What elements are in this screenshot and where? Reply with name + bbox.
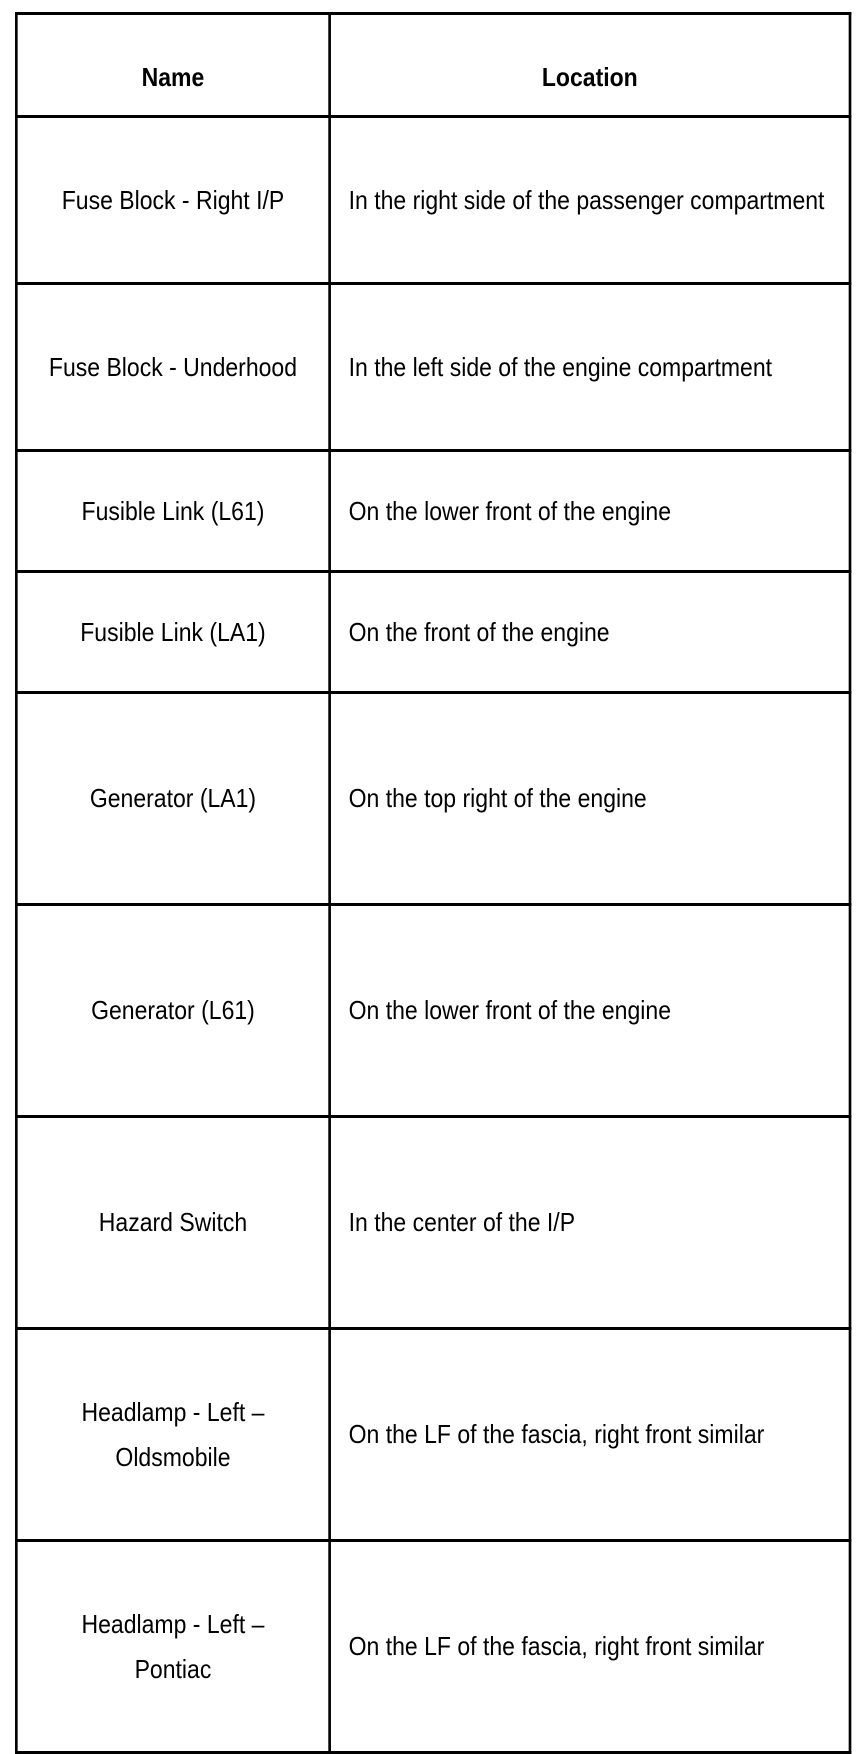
column-header-location: Location [330, 14, 850, 117]
component-location: On the top right of the engine [330, 693, 850, 905]
table-row [16, 693, 850, 905]
component-name: Fusible Link (L61) [16, 451, 329, 572]
component-name: Fuse Block - Underhood [16, 284, 329, 451]
component-location: On the LF of the fascia, right front similar [330, 1329, 850, 1541]
table-row [16, 1329, 850, 1541]
column-header-name: Name [16, 14, 329, 117]
table-row [16, 905, 850, 1117]
component-location: On the LF of the fascia, right front similar [330, 1541, 850, 1753]
component-name: Fuse Block - Right I/P [16, 117, 329, 284]
table-row [16, 1541, 850, 1753]
component-location: On the front of the engine [330, 572, 850, 693]
component-name: Headlamp - Left – Oldsmobile [16, 1329, 329, 1541]
component-name: Generator (L61) [16, 905, 329, 1117]
table-row [16, 1117, 850, 1329]
table-header-row [16, 14, 850, 117]
table-row [16, 572, 850, 693]
table-row [16, 284, 850, 451]
component-name: Generator (LA1) [16, 693, 329, 905]
component-location-sheet [15, 12, 825, 1754]
component-location-table [15, 12, 851, 1754]
component-location: On the lower front of the engine [330, 451, 850, 572]
component-location: In the right side of the passenger compartment [330, 117, 850, 284]
component-name: Headlamp - Left – Pontiac [16, 1541, 329, 1753]
table-row [16, 117, 850, 284]
table-row [16, 451, 850, 572]
component-name: Hazard Switch [16, 1117, 329, 1329]
component-location: In the left side of the engine compartment [330, 284, 850, 451]
component-location: On the lower front of the engine [330, 905, 850, 1117]
component-name: Fusible Link (LA1) [16, 572, 329, 693]
component-location: In the center of the I/P [330, 1117, 850, 1329]
